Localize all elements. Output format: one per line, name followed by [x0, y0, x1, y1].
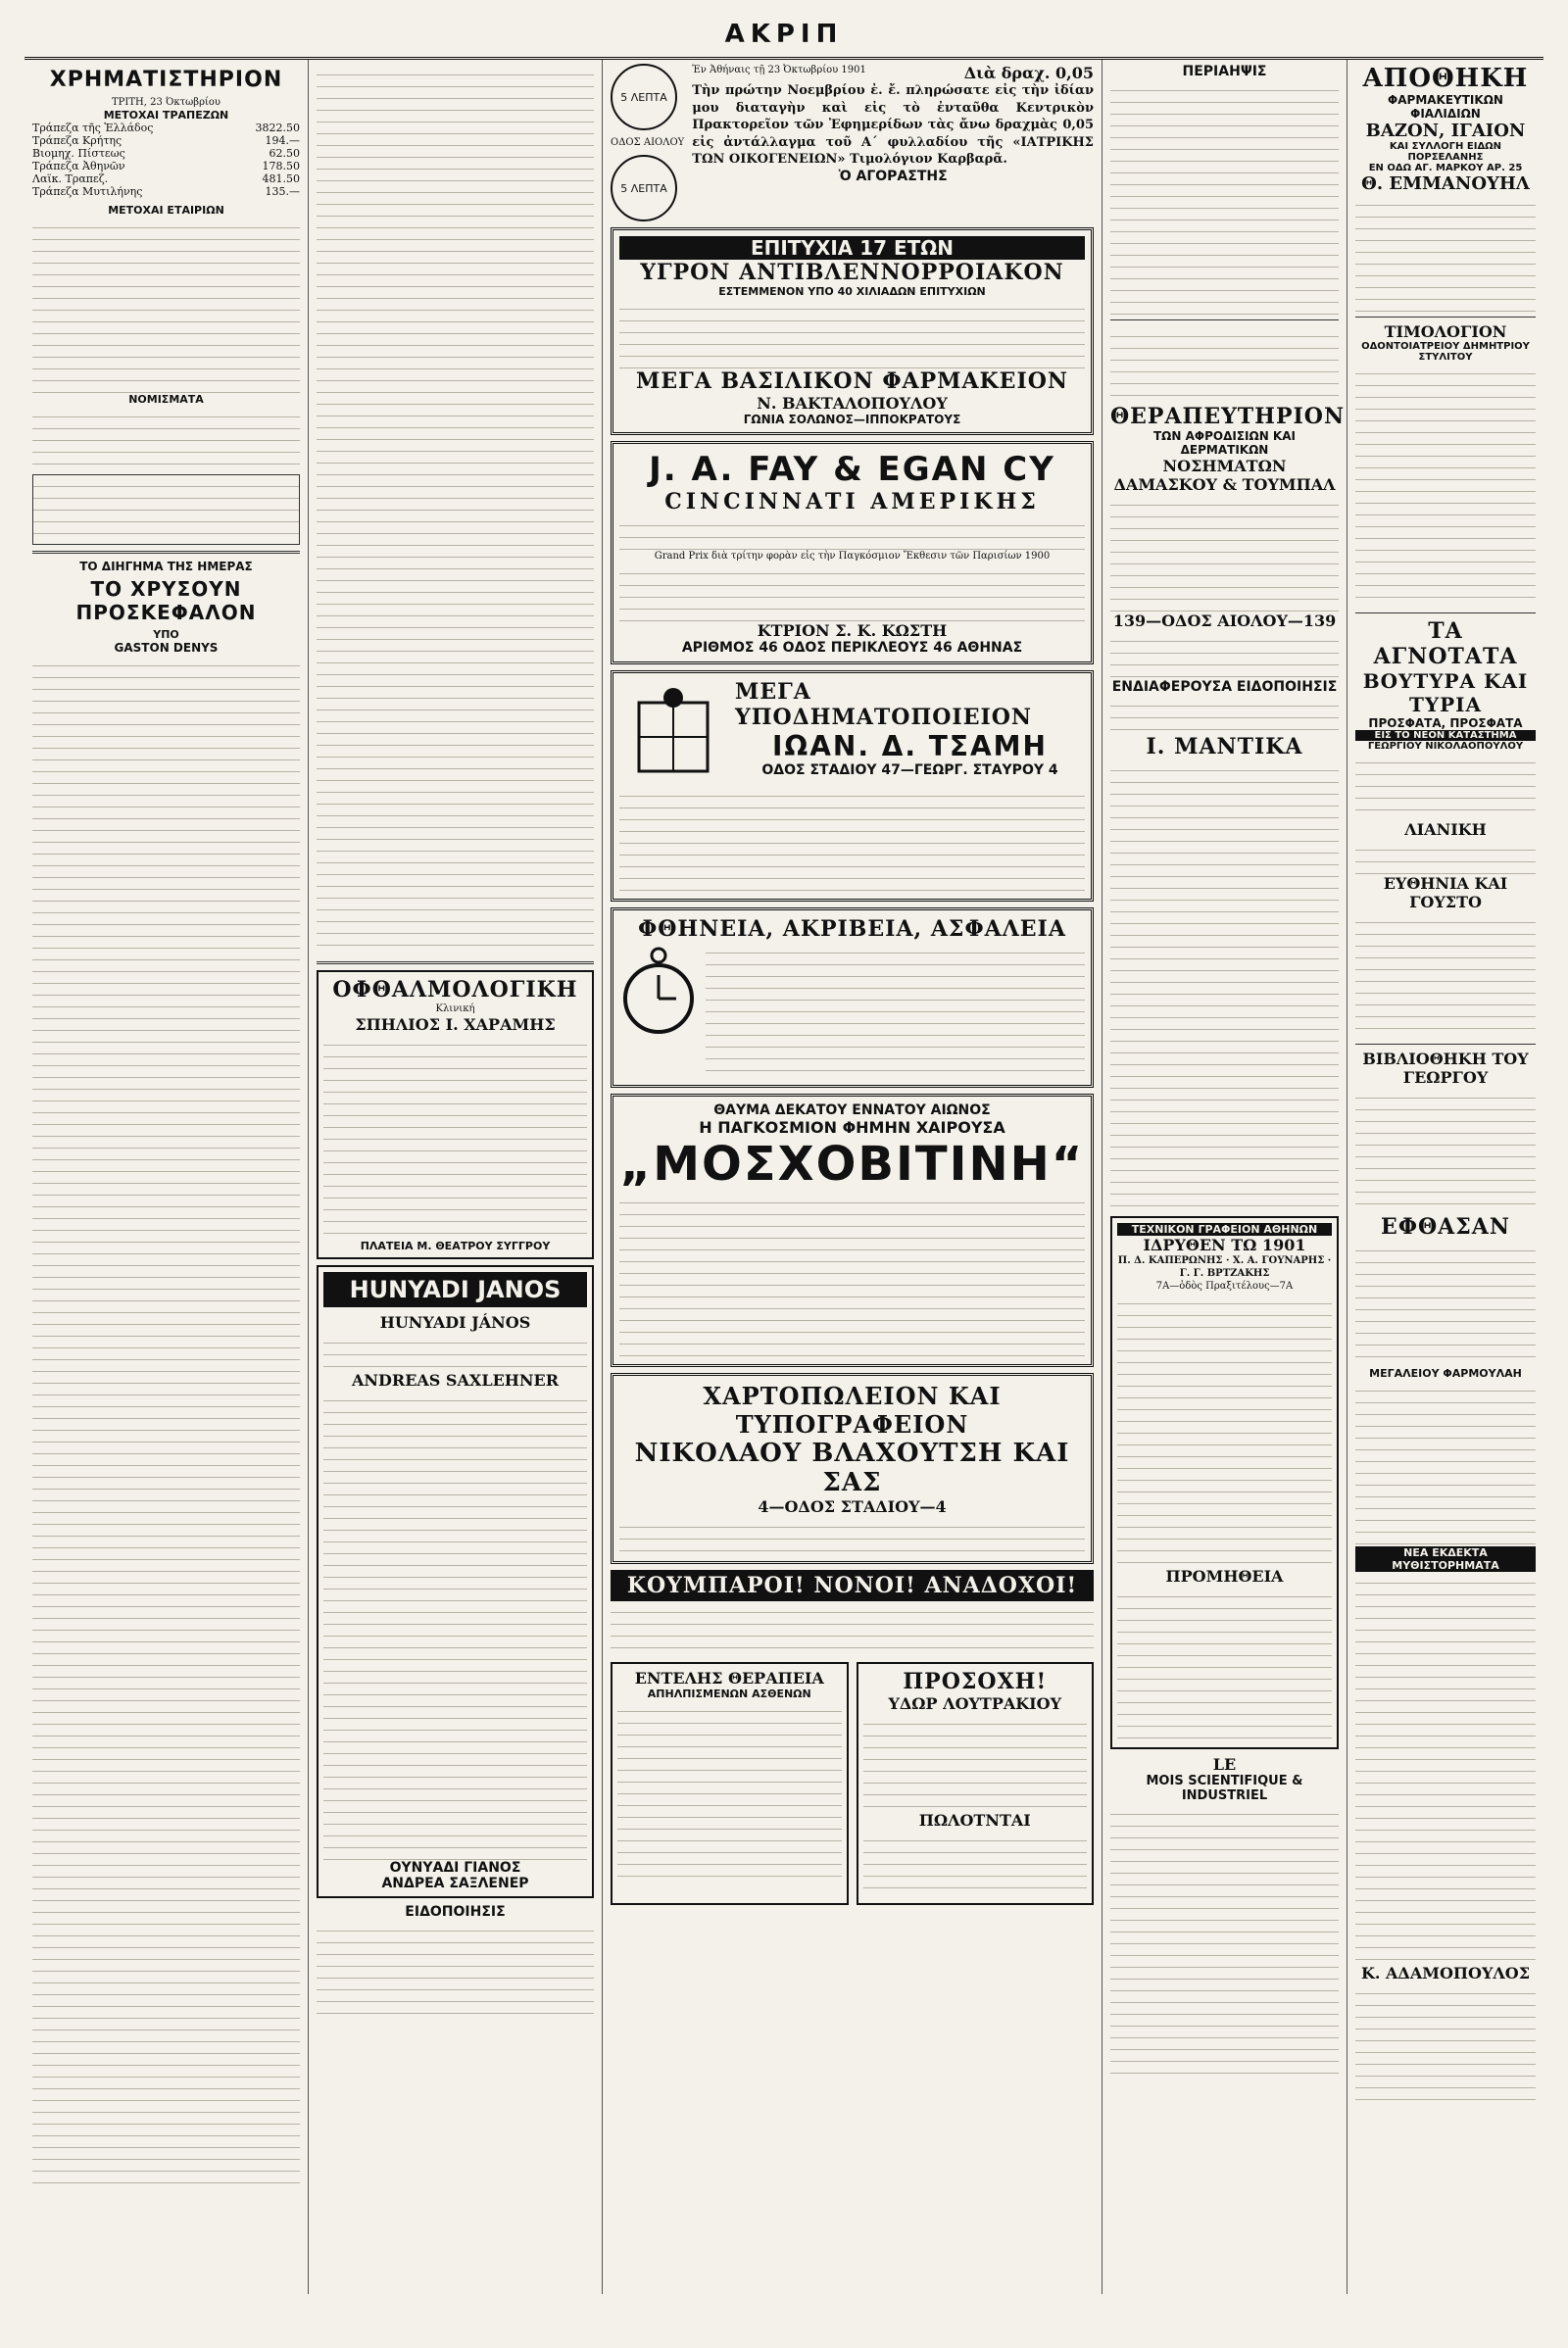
exchange-grid: [32, 474, 300, 545]
success-body: [619, 298, 1085, 368]
moscow-ad: [611, 1094, 1094, 1367]
fay-body: [619, 514, 1085, 550]
masthead-title: ΑΚΡΙΠ: [724, 20, 844, 49]
shop-body: [1355, 194, 1536, 312]
pharmacy-name: ΜΕΓΑ ΒΑΣΙΛΙΚΟΝ ΦΑΡΜΑΚΕΙΟΝ: [635, 368, 1069, 394]
shoe-title: ΜΕΓΑ ΥΠΟΔΗΜΑΤΟΠΟΙΕΙΟΝ: [735, 679, 1033, 730]
notice-body: [1110, 325, 1339, 404]
success-line: ΕΣΤΕΜΜΕΝΟΝ ΥΠΟ 40 ΧΙΛΙΑΔΩΝ ΕΠΙΤΥΧΙΩΝ: [718, 285, 986, 298]
house-title: ΠΩΛΟΤΝΤΑΙ: [918, 1811, 1031, 1830]
last-title: Κ. ΑΔΑΜΟΠΟΥΛΟΣ: [1360, 1964, 1531, 1982]
fay-line: Grand Prix διὰ τρίτην φορὰν εἰς τὴν Παγκόσμιον Ἔκθεσιν τῶν Παρισίων 1900: [654, 551, 1051, 562]
hunyadi-footer: ΟΥΝΥΑΔΙ ΓΙΑΝΟΣ: [389, 1860, 521, 1876]
mois-body: [1110, 1803, 1339, 2078]
story-continued: [317, 64, 594, 955]
table-row: Τράπεζα τῆς Ἑλλάδος 3822.50: [32, 122, 300, 134]
notice-heading: ΕΝΔΙΑΦΕΡΟΥΣΑ ΕΙΔΟΠΟΙΗΣΙΣ: [1111, 679, 1338, 695]
hunyadi-line: HUNYADI JÁNOS: [379, 1313, 531, 1332]
crest-icon: [619, 683, 727, 781]
table-row: Τράπεζα Μυτιλήνης 135.—: [32, 185, 300, 198]
shop-sub2: ΚΑΙ ΣΥΛΛΟΓΗ ΕΙΔΩΝ ΠΟΡΣΕΛΑΝΗΣ: [1389, 141, 1502, 163]
wonder-sub: Η ΠΑΓΚΟΣΜΙΟΝ ΦΗΜΗΝ ΧΑΙΡΟΥΣΑ: [699, 1118, 1005, 1137]
library-title: ΒΙΒΛΙΟΘΗΚΗ ΤΟΥ ΓΕΩΡΓΟΥ: [1362, 1050, 1529, 1087]
eye-clinic-name: ΣΠΗΛΙΟΣ Ι. ΧΑΡΑΜΗΣ: [355, 1015, 556, 1034]
pharmacy-owner: Ν. ΒΑΚΤΑΛΟΠΟΥΛΟΥ: [757, 394, 948, 413]
attention-title: ΠΡΟΣΟΧΗ!: [903, 1669, 1048, 1694]
butter-fresh: ΠΡΟΣΦΑΤΑ, ΠΡΟΣΦΑΤΑ: [1368, 716, 1523, 730]
dateline: Ἐν Ἀθήναις τῇ 23 Ὀκτωβρίου 1901: [692, 65, 866, 75]
eye-clinic-sub: Κλινική: [435, 1003, 475, 1014]
story-by: ΥΠΟ: [153, 628, 179, 641]
story-body: [32, 655, 300, 2183]
stamp-label: ΟΔΟΣ ΑΙΟΛΟΥ: [611, 137, 685, 148]
pricelist-sub: ΟΔΟΝΤΟΙΑΤΡΕΙΟΥ ΔΗΜΗΤΡΙΟΥ ΣΤΥΛΙΤΟΥ: [1361, 341, 1530, 363]
story-kicker: ΤΟ ΔΙΗΓΗΜΑ ΤΗΣ ΗΜΕΡΑΣ: [79, 560, 253, 573]
shoe-body: [619, 785, 1085, 893]
mantika-body: [1110, 759, 1339, 1210]
fay-title: J. A. FAY & EGAN CY: [649, 450, 1055, 489]
lianiki-title: ΛΙΑΝΙΚΗ: [1404, 820, 1487, 839]
column-5: [1348, 60, 1544, 2294]
fay-ad: [611, 441, 1094, 664]
clinic-sub: ΤΩΝ ΑΦΡΟΔΙΣΙΩΝ ΚΑΙ ΔΕΡΜΑΤΙΚΩΝ: [1153, 429, 1296, 457]
store-name: ΓΕΩΡΓΙΟΥ ΝΙΚΟΛΑΟΠΟΥΛΟΥ: [1367, 741, 1524, 752]
newspaper-page: [24, 20, 1544, 2303]
eye-clinic-ad: [317, 970, 594, 1259]
moscow-title: „ΜΟΣΧΟΒΙΤΙΝΗ“: [619, 1137, 1085, 1192]
paper-owner: ΝΙΚΟΛΑΟΥ ΒΛΑΧΟΥΤΣΗ ΚΑΙ ΣΑΣ: [634, 1439, 1070, 1497]
buttons-ad: ΚΟΥΜΠΑΡΟΙ! ΝΟΝΟΙ! ΑΝΑΔΟΧΟΙ!: [611, 1570, 1094, 1601]
paper-title: ΧΑΡΤΟΠΩΛΕΙΟΝ ΚΑΙ ΤΥΠΟΓΡΑΦΕΙΟΝ: [703, 1382, 1002, 1439]
currency-section: ΝΟΜΙΣΜΑΤΑ: [128, 393, 204, 406]
library-body: [1355, 1087, 1536, 1214]
promo-sign: Ὁ ΑΓΟΡΑΣΤΗΣ: [838, 168, 948, 184]
shoe-ad: [611, 670, 1094, 902]
currency-table: [32, 406, 300, 474]
office-title: ΤΕΧΝΙΚΟΝ ΓΡΑΦΕΙΟΝ ΑΘΗΝΩΝ: [1117, 1223, 1332, 1236]
promo-text: Τὴν πρώτην Νοεμβρίου ἐ. ἔ. πληρώσατε εἰς τὴν ἰδίαν μου διαταγὴν καὶ εἰς τὸ ἐνταῦθα Κεντρικὸν Πρακτορεῖον τῶν Ἐφημερίδων τὰς ἄνω δραχμὰς 0,05 εἰς ἀντάλλαγμα τοῦ Α΄ φυλλαδίου τῆς «ΙΑΤΡΙΚΗΣ ΤΩΝ ΟΙΚΟΓΕΝΕΙΩΝ» Τιμολόγιον Καρβαρᾶ.: [692, 83, 1094, 168]
bank-list: [32, 122, 300, 198]
success-ad: [611, 227, 1094, 435]
cheap-title: ΕΥΘΗΝΙΑ ΚΑΙ ΓΟΥΣΤΟ: [1383, 874, 1508, 911]
lost-title: ΠΕΡΙΑΗΨΙΣ: [1182, 64, 1267, 79]
clinic-address: 139—ΟΔΟΣ ΑΙΟΛΟΥ—139: [1112, 611, 1337, 630]
hunyadi-name: ANDREAS SAXLEHNER: [351, 1371, 559, 1390]
table-row: Τράπεζα Κρήτης 194.—: [32, 134, 300, 147]
success-sub: ΥΓΡΟΝ ΑΝΤΙΒΛΕΝΝΟΡΡΟΙΑΚΟΝ: [640, 260, 1064, 285]
pharmacy-title: ΜΕΓΑΛΕΙΟΥ ΦΑΡΜΟΥΛΑΗ: [1369, 1367, 1522, 1380]
books-body: [1355, 1572, 1536, 1964]
fay-address: ΑΡΙΘΜΟΣ 46 ΟΔΟΣ ΠΕΡΙΚΛΕΟΥΣ 46 ΑΘΗΝΑΣ: [681, 640, 1023, 656]
mantika-title: Ι. ΜΑΝΤΙΚΑ: [1146, 734, 1303, 759]
hunyadi-body: [323, 1390, 587, 1860]
shop-address: ΕΝ ΟΔΩ ΑΓ. ΜΑΡΚΟΥ ΑΡ. 25: [1368, 163, 1523, 173]
cure-body: [617, 1700, 842, 1886]
lost-body: [1110, 79, 1339, 315]
hunyadi-ad: [317, 1265, 594, 1898]
table-row: Λαϊκ. Τραπεζ. 481.50: [32, 172, 300, 185]
office-body-2: [1117, 1586, 1332, 1742]
office-body: [1117, 1293, 1332, 1567]
cure-sub: ΑΠΗΛΠΙΣΜΕΝΩΝ ΑΣΘΕΝΩΝ: [647, 1688, 811, 1700]
arrived-body: [1355, 1240, 1536, 1367]
column-3: [603, 60, 1102, 2294]
office-names: Π. Δ. ΚΑΠΕΡΩΝΗΣ · Χ. Α. ΓΟΥΝΑΡΗΣ · Γ. Γ. ΒΡΤΖΑΚΗΣ: [1117, 1255, 1332, 1279]
mois-title: MOIS SCIENTIFIQUE & INDUSTRIEL: [1146, 1774, 1303, 1803]
column-4: [1102, 60, 1348, 2294]
hunyadi-text: [323, 1332, 587, 1371]
fay-agent: ΚΤΡΙΟΝ Σ. Κ. ΚΩΣΤΗ: [757, 621, 948, 640]
paper-address: 4—ΟΔΟΣ ΣΤΑΔΙΟΥ—4: [758, 1497, 947, 1516]
banks-section: ΜΕΤΟΧΑΙ ΤΡΑΠΕΖΩΝ: [103, 109, 229, 122]
shop-names: ΒΑΖΟΝ, ΙΓΑΙΟΝ: [1365, 121, 1526, 141]
success-title: ΕΠΙΤΥΧΙΑ 17 ΕΤΩΝ: [619, 236, 1085, 260]
wonder-title: ΘΑΥΜΑ ΔΕΚΑΤΟΥ ΕΝΝΑΤΟΥ ΑΙΩΝΟΣ: [713, 1102, 991, 1118]
cheap-body: [1355, 911, 1536, 1039]
stamp-icon: 5 ΛΕΠΤΑ: [611, 64, 677, 130]
companies-section: ΜΕΤΟΧΑΙ ΕΤΑΙΡΙΩΝ: [108, 204, 224, 217]
moscow-body: [619, 1192, 1085, 1358]
eye-clinic-address: ΠΛΑΤΕΙΑ Μ. ΘΕΑΤΡΟΥ ΣΥΓΓΡΟΥ: [360, 1240, 551, 1252]
hunyadi-footer2: ΑΝΔΡΕΑ ΣΑΞΛΕΝΕΡ: [381, 1876, 529, 1891]
promo-block: [611, 64, 1094, 221]
column-2: [309, 60, 603, 2294]
notice-title: ΕΙΔΟΠΟΙΗΣΙΣ: [405, 1904, 506, 1920]
pharmacy-address: ΓΩΝΙΑ ΣΟΛΩΝΟΣ—ΙΠΠΟΚΡΑΤΟΥΣ: [743, 413, 961, 426]
watch-icon: [619, 942, 698, 1040]
clinic-sub2: ΝΟΣΗΜΑΤΩΝ: [1162, 457, 1287, 475]
exchange-date: ΤΡΙΤΗ, 23 Όκτωβρίου: [112, 97, 220, 108]
shop-owner: Θ. ΕΜΜΑΝΟΥΗΛ: [1361, 173, 1530, 194]
pricelist-title: ΤΙΜΟΛΟΓΙΟΝ: [1384, 322, 1507, 341]
lianiki-body: [1355, 839, 1536, 874]
table-row: Τράπεζα Ἀθηνῶν 178.50: [32, 160, 300, 172]
paper-body: [619, 1516, 1085, 1555]
shop-sub: ΦΑΡΜΑΚΕΥΤΙΚΩΝ ΦΙΑΛΙΔΙΩΝ: [1388, 93, 1503, 121]
clinic-title: ΘΕΡΑΠΕΥΤΗΡΙΟΝ: [1110, 404, 1346, 429]
buttons-body: [611, 1601, 1094, 1656]
exchange-heading: ΧΡΗΜΑΤΙΣΤΗΡΙΟΝ: [49, 68, 283, 92]
last-body: [1355, 1982, 1536, 2100]
paper-ad: [611, 1373, 1094, 1564]
clinic-body: [1110, 494, 1339, 611]
shoe-address: ΟΔΟΣ ΣΤΑΔΙΟΥ 47—ΓΕΩΡΓ. ΣΤΑΥΡΟΥ 4: [761, 762, 1058, 778]
office-year: ΙΔΡΥΘΕΝ ΤΩ 1901: [1143, 1236, 1306, 1254]
watch-body: [706, 942, 1085, 1079]
store-title: ΕΙΣ ΤΟ ΝΕΟΝ ΚΑΤΑΣΤΗΜΑ: [1355, 730, 1536, 741]
mois-le: LE: [1212, 1755, 1237, 1774]
water-title: ΥΔΩΡ ΛΟΥΤΡΑΚΙΟΥ: [888, 1694, 1062, 1713]
notice-body: [317, 1920, 594, 2018]
shop-title: ΑΠΟΘΗΚΗ: [1362, 64, 1529, 93]
arrived-title: ΕΦΘΑΣΑΝ: [1381, 1214, 1510, 1240]
eye-clinic-title: ΟΦΘΑΛΜΟΛΟΓΙΚΗ: [332, 977, 578, 1003]
butter-sub: ΒΟΥΤΥΡΑ ΚΑΙ ΤΥΡΙΑ: [1362, 669, 1529, 716]
masthead: [24, 20, 1544, 60]
stamp-icon: 5 ΛΕΠΤΑ: [611, 155, 677, 221]
table-row: Βιομηχ. Πίστεως 62.50: [32, 147, 300, 160]
companies-table: [32, 217, 300, 393]
hunyadi-title: HUNYADI JANOS: [323, 1272, 587, 1307]
water-body: [863, 1713, 1088, 1811]
watch-title: ΦΘΗΝΕΙΑ, ΑΚΡΙΒΕΙΑ, ΑΣΦΑΛΕΙΑ: [638, 916, 1066, 942]
tech-office-ad: [1110, 1216, 1339, 1749]
cure-title: ΕΝΤΕΛΗΣ ΘΕΡΑΠΕΙΑ: [634, 1669, 824, 1688]
column-1: [24, 60, 309, 2294]
shoe-owner: ΙΩΑΝ. Δ. ΤΣΑΜΗ: [772, 730, 1048, 762]
story-author: GASTON DENYS: [114, 641, 219, 655]
house-body: [863, 1830, 1088, 1898]
water-ad: [857, 1662, 1095, 1905]
store-body: [1355, 752, 1536, 820]
clinic-address-body: [1110, 630, 1339, 679]
fay-city: CINCINNATI ΑΜΕΡΙΚΗΣ: [664, 489, 1040, 514]
fay-body-2: [619, 563, 1085, 621]
books-title: ΝΕΑ ΕΚΔΕΚΤΑ ΜΥΘΙΣΤΟΡΗΜΑΤΑ: [1355, 1546, 1536, 1572]
pricelist-body: [1355, 363, 1536, 608]
doctors: ΔΑΜΑΣΚΟΥ & ΤΟΥΜΠΑΛ: [1113, 475, 1336, 494]
promo-label: ΠΡΟΜΗΘΕΙΑ: [1165, 1567, 1284, 1586]
price: Διὰ δραχ. 0,05: [963, 64, 1094, 82]
pharmacy-body: [1355, 1380, 1536, 1546]
story-title: ΤΟ ΧΡΥΣΟΥΝ ΠΡΟΣΚΕΦΑΛΟΝ: [75, 577, 257, 624]
butter-title: ΤΑ ΑΓΝΟΤΑΤΑ: [1373, 618, 1518, 669]
eye-clinic-body: [323, 1034, 587, 1240]
watch-ad: [611, 907, 1094, 1088]
office-address: 7Α—ὁδὸς Πραξιτέλους—7Α: [1155, 1281, 1294, 1292]
cure-ad: [611, 1662, 849, 1905]
notice-text: [1110, 695, 1339, 734]
